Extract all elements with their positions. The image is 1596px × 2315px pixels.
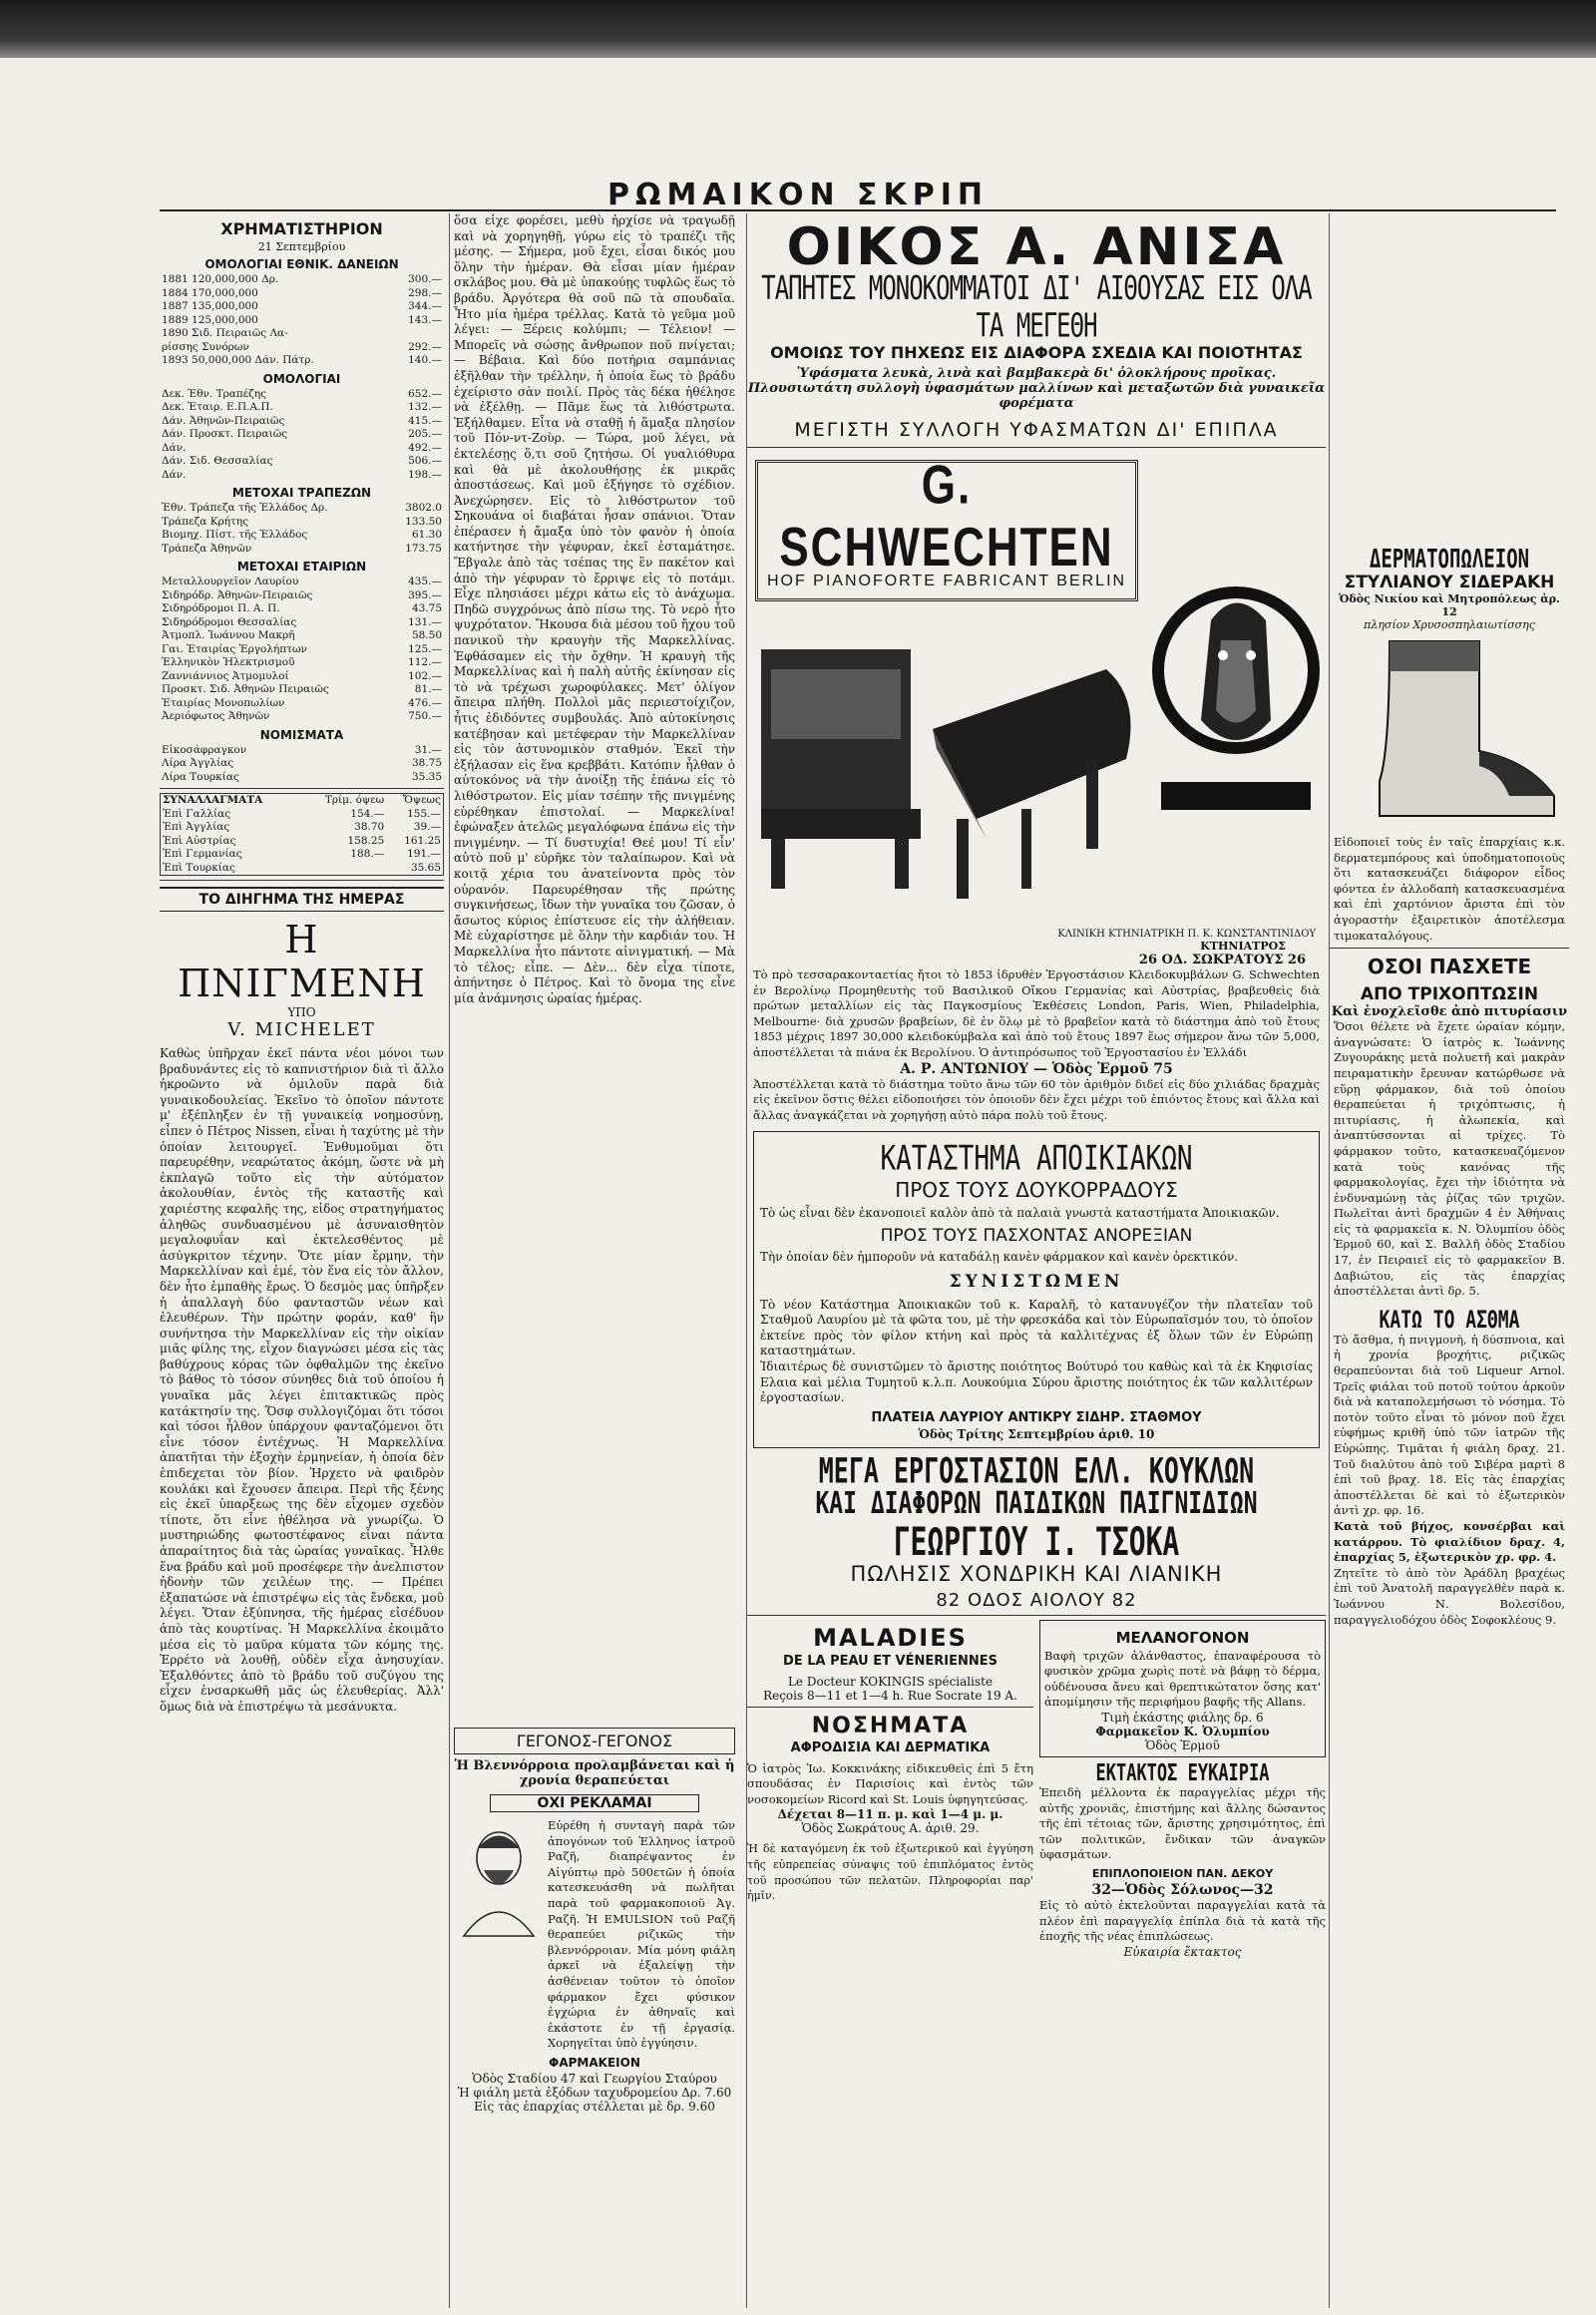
table-row <box>160 428 444 442</box>
table-row <box>160 388 444 402</box>
osoi-text: Ὅσοι θέλετε νὰ ἔχετε ὡραίαν κόμην, ἀναγνώσατε: Ὁ ἰατρὸς κ. Ἰωάννης Ζυγουράκης μετὰ πολυετῆ καὶ μακρὰν πειραματικὴν ἔρευναν κατώρθωσε νὰ εὕρῃ φάρμακον, διὰ τοῦ ὁποίου θεραπεύεται ἡ τριχόπτωσις, ἡ πιτυρίασις, ἡ ἀλωπεκία, καὶ ἀναπτύσσονται αἱ τρίχες. Τὸ φάρμακον τοῦτο, κατασκευαζόμενον κατὰ τοὺς κανόνας τῆς φαρμακολογίας, ἔχει τὴν ἰδιότητα νὰ ἐνδυναμώνῃ τὰς ῥίζας τῶν τριχῶν. Πωλεῖται ἀντὶ δραχμῶν 4 ἐν Ἀθήναις εἰς τὰ φαρμακεῖα κ. Ν. Ὀλυμπίου ὁδὸς Ἑρμοῦ 60, καὶ Σ. Βαλλῆ ὁδὸς Σταδίου 17, ἐν Πειραιεῖ εἰς τὸ φαρμακεῖον Β. Δαβιώτου, εἰς τὰς ἐπαρχίας ἀποστέλλεται ἀντὶ δρ. 5. <box>1334 1019 1565 1299</box>
row-value: 133.50 <box>405 515 442 528</box>
eykairia-text2: Εἰς τὸ αὐτὸ ἐκτελοῦνται παραγγελίαι κατὰ τὰ πλέον ἐπὶ παραγγελίᾳ ἐπίπλα διὰ τὰ κατὰ τῆς ἐποχῆς τῆς νέας ἐπιπλώσεως. <box>1039 1898 1326 1944</box>
exchange-date: 21 Σεπτεμβρίου <box>257 240 346 253</box>
table-row <box>160 327 444 341</box>
row-label: Μεταλλουργεῖον Λαυρίου <box>162 576 299 587</box>
table-row <box>160 442 444 456</box>
table-row <box>161 862 444 876</box>
row-label: Σιδηρόδρ. Ἀθηνῶν-Πειραιῶς <box>162 588 313 601</box>
row-label: Ἐπὶ Γαλλίας <box>163 807 231 820</box>
fx-header: ΣΥΝΑΛΛΑΓΜΑΤΑ <box>163 794 263 806</box>
asthma-t2: Κατὰ τοῦ βήχος, κονσέρβαι καὶ κατάρρου. Τὸ φιαλίδιον δραχ. 4, ἐπαρχίας 5, ἐξωτερικὸν χρ. φρ. 4. <box>1334 1518 1565 1565</box>
schwechten-name: G. SCHWECHTEN <box>779 454 1114 579</box>
hidden-note: Ἡ δὲ καταγόμενη ἐκ τοῦ ἐξωτερικοῦ καὶ ἐγγύηση τῆς εὐπρεπείας σύναψις τοῦ ἐπιπλόματος ἐντὸς τοῦ προσώπου τῶν πελατῶν. Πληροφορίαι παρ' ἡμῖν. <box>747 1842 1033 1903</box>
asthma-t3: Ζητεῖτε τὸ ἀπὸ τὸν Ἀράδλη βραχέως ἐπὶ τοῦ Ἀνατολῆ παραγγελθὲν παρὰ κ. Ἰωάννου Ν. Βολεσίδου, παραγγελιοδόχου ὁδὸς Σοφοκλέους 9. <box>1334 1565 1565 1627</box>
schwechten-sub: HOF PIANOFORTE FABRICANT BERLIN <box>766 573 1127 589</box>
eykairia-title: ΕΚΤΑΚΤΟΣ ΕΥΚΑΙΡΙΑ <box>1095 1759 1270 1787</box>
eykairia-label: ΕΠΙΠΛΟΠΟΙΕΙΟΝ ΠΑΝ. ΔΕΚΟΥ <box>1091 1867 1274 1881</box>
row-label: Δάν. Ἀθηνῶν-Πειραιῶς <box>162 414 285 427</box>
pharmacy-label: ΦΑΡΜΑΚΕΙΟΝ <box>549 2055 640 2070</box>
agent-name: Α. Ρ. ΑΝΤΩΝΙΟΥ <box>900 1060 1029 1077</box>
row-label: Ἑλληνικὸν Ἠλεκτρισμοῦ <box>162 656 295 668</box>
toys-line5: 82 ΟΔΟΣ ΑΙΟΛΟΥ 82 <box>936 1589 1137 1611</box>
apoikia-title: ΚΑΤΑΣΤΗΜΑ ΑΠΟΙΚΙΑΚΩΝ <box>880 1139 1193 1179</box>
obl-title: ΟΜΟΛΟΓΙΑΙ <box>262 371 341 386</box>
row-value: 476.— <box>408 696 442 709</box>
row-value: 39.— <box>413 821 441 833</box>
row-value: 31.— <box>414 743 442 756</box>
table-row <box>161 808 444 822</box>
coins-title: ΝΟΜΙΣΜΑΤΑ <box>259 727 344 742</box>
bottom-ads <box>747 1620 1326 1959</box>
row-value: 35.35 <box>411 770 442 783</box>
nosimata-addr: Ὁδὸς Σωκράτους Α. ἀριθ. 29. <box>801 1821 980 1836</box>
bonds-table <box>160 273 444 368</box>
row-label: Δάν. <box>162 468 187 481</box>
row-value: 300.— <box>408 273 442 285</box>
story-text: Καθὼς ὑπῆρχαν ἐκεῖ πάντα νέοι μόνοι των βραδυνάντες εἰς τὸ καπνιστήριον διὰ τὶ ἄλλο ἠκροῶντο νὰ ὁμιλοῦν παρὰ διὰ γυναικοδουλείας. Ἐκεῖνο τὸ ὁποῖον πάντοτε μ' ἐξέπληξεν ἐν τῇ γυναικείᾳ νοημοσύνῃ, εἶπεν ὁ Πέτρος Nissen, εἶναι ἡ ταχύτης μὲ τὴν ὁποίαν λειτουργεῖ. Ἐνθυμοῦμαι ὅτι παρευρέθην, νεαρώτατος ἀκόμη, ὥστε νὰ μὴ ἐκπλαγῶ τοῦτο εἰς τὴν αὐτόματον ἀκολουθίαν, ἐντὸς τῆς καταστῆς καὶ χαριέστης κεφαλῆς της, εἰδος στρατηγήματος ἀληθῶς συνδυασμένου μὲ ἀσυναισθητὸν μεγαλοφυΐαν καὶ ἐκτελεσθέντος μὲ ἀσύγκριτον τέχνην. Ὅτε μίαν ἔρμην, τὴν Μαρκελλίναν καὶ ἐμέ, τὸν ἕνα εἰς τὸν ἄλλον, δὲν ἦτο ἐμπαθὴς ἔρως. Ὁ δεσμὸς μας ὑπῆρξεν ἡ ἀπαλλαγὴ δύο φανταστῶν νέων καὶ ἐλευθέρων. Τὴν πρώτην φοράν, καθ' ἣν συνήντησα τὴν Μαρκελλίναν εἰς τὴν οἰκίαν μιᾶς φίλης της, εἶχον διαγνώσει μέσα εἰς τὰς βαθύχρους κόρας τῶν ὀφθαλμῶν της ἐκεῖνο τὸ βάθος τὸ τόσον σύνηθες διὰ τοῦ ὁποίου ἡ γυναῖκα μᾶς λέγει ἐπιτακτικῶς πρὸς κατάκτησίν της. Ὅσφ συλλογιζόμαι ὅτι τόσοι καὶ τόσοι ἦλθον ὑπάρχουν φανταζόμενοι ὅτι εἶνε τόσον ἐντέχνως. Ἡ Μαρκελλίνα ἀπατῆται τὴν ἐξοχὴν ἐρμηνείαν, ἡ ὁποία δὲν ἐπιδεχεται τὸν βίον. Ἠρχετο νὰ φαιδρὸν κουλάκι καὶ ἔχουσεν ἄπειρα. Περὶ τῆς ξένης εἰς ἐκεῖ ὑπαρξεως της δὲν εἶχομεν σχεδὸν τίποτε, ὅτι εἶνε ἠθέλησα νὰ γνωρίζω. Ὁ μυστηριώδης φωτοστέφανος εἶναι πάντα ἀπαραίτητος διὰ τὰς ὡραίας γυναῖκας. Ἦλθε ἕνα βράδυ καὶ μοῦ προσέφερε τὴν ἀνελπιστον ἡδονὴν τῶν χειλέων της. — Πρέπει ἐξαπατώσε νὰ ἐπιστρέψω εἰς τὰς ἔνδεκα, μοῦ λέγει. Ὅταν ἐξύπνησα, τῆς ἡμέρας εἰσέδυον ἀπὸ τὰς κουρτίνας. Ἡ Μαρκελλίνα ἐκοιμᾶτο μέσα εἰς τὸ μαῦρα κύματα τῶν κόμης της. Ἐρρέτο νὰ λουθῇ, οὐδὲν εἶχα ἀνησυχίαν. Ἐξαλθόντες ἀπὸ τὸ βράδυ τοῦ συζύγου της εἶχεν ἐνσαρκωθῆ μᾶς ὡς ἐλευθερίας. Ἀλλ' ὅμως διὰ νὰ ἐπιστρέψω τὰ μεσάνυκτα. <box>160 1046 444 1714</box>
table-row <box>160 415 444 429</box>
toys-line2: ΚΑΙ ΔΙΑΦΟΡΩΝ ΠΑΙΔΙΚΩΝ ΠΑΙΓΝΙΔΙΩΝ <box>815 1486 1258 1521</box>
nosimata-title: ΝΟΣΗΜΑΤΑ <box>811 1713 970 1738</box>
row-label: 1881 120,000,000 Δρ. <box>162 273 279 285</box>
table-row <box>161 848 444 862</box>
row-label: Δάν. Προσκτ. Πειραιῶς <box>162 428 288 440</box>
gegonos-body <box>450 1818 739 2052</box>
table-row <box>160 455 444 469</box>
row-value: 344.— <box>408 300 442 312</box>
row-label: Λίρα Τουρκίας <box>162 770 239 783</box>
row-label: 1887 135,000,000 <box>162 300 258 312</box>
piano-illustrations <box>747 609 1146 929</box>
row-value: 750.— <box>408 710 442 722</box>
row-label: Δεκ. Ἑταιρ. Ε.Π.Α.Π. <box>162 401 273 413</box>
row-label: Βιομηχ. Πίστ. τῆς Ἑλλάδος <box>162 529 308 541</box>
row-label: Προσκτ. Σιδ. Ἀθηνῶν Πειραιῶς <box>162 683 329 695</box>
horse-badge1: ΚΤΗΝΙΑΤΡΟΣ <box>1200 940 1286 953</box>
schwechten-text2: Ἀποστέλλεται κατὰ τὸ διάστημα τοῦτο ἄνω τῶν 60 τὸν ἀριθμὸν διδεί εἰς δύο χιλιάδας δραχμὰς εἰς ἐκεῖνον ὅστις θέλει εἰδοποιήσει τὸν ὁποιοῦν δὲν ἔχει μέχρι τοῦ ἐπιόντος ἔτους καὶ ἄλλα καὶ ἄλλας ἀναγκάζεται νὰ χορηγήσῃ αὐτὸ πάρα πολὺ τοῦ ἔτους. <box>753 1076 1320 1122</box>
column-adverts <box>746 213 1326 2308</box>
table-row <box>160 602 444 616</box>
melanogonon-price: Τιμὴ ἑκάστης φιάλης δρ. 6 <box>1101 1711 1264 1726</box>
table-row <box>160 643 444 657</box>
divider <box>747 1615 1326 1616</box>
table-row <box>160 341 444 355</box>
row-value: 652.— <box>408 387 442 400</box>
agent-addr: Ὁδὸς Ἑρμοῦ 75 <box>1051 1060 1173 1077</box>
gegonos-line: Ἡ Βλεννόρροια προλαμβάνεται καὶ ἡ χρονία θεραπεύεται <box>454 1758 735 1788</box>
row-label: Τράπεζα Ἀθηνῶν <box>162 542 252 555</box>
table-row <box>160 273 444 287</box>
coins-table <box>160 744 444 785</box>
table-row <box>160 744 444 758</box>
row-label: Ἑταιρίας Μονοπωλίων <box>162 696 285 709</box>
row-value: 143.— <box>408 313 442 326</box>
melanogonon-text: Βαφὴ τριχῶν ἀλάνθαστος, ἐπαναφέρουσα τὸ φυσικὸν χρῶμα χωρὶς ποτὲ νὰ βάφῃ τὸ δέρμα, οὐδένουσα ἄνευ καὶ θρεπτικώτατον ὅσης κατ' ἀπομίμησιν τῆς περιφήμου βαφῆς τῆς Allans. <box>1044 1648 1321 1710</box>
melanogonon-title: ΜΕΛΑΝΟΓΟΝΟΝ <box>1115 1628 1250 1647</box>
nosimata-sub: ΑΦΡΟΔΙΣΙΑ ΚΑΙ ΔΕΡΜΑΤΙΚΑ <box>790 1739 991 1755</box>
row-value <box>301 862 386 876</box>
column4-spacer <box>1330 213 1569 543</box>
osoi-sub: Καὶ ἐνοχλεῖσθε ἀπὸ πιτυρίασιν <box>1331 1004 1568 1020</box>
melanogonon-addr: Ὁδὸς Ἑρμοῦ <box>1145 1738 1220 1753</box>
story-title: Η ΠΝΙΓΜΕΝΗ <box>178 918 426 1005</box>
schwechten-ad <box>747 452 1146 929</box>
row-value: 205.— <box>408 428 442 440</box>
schwechten-frame <box>755 454 1138 601</box>
table-row <box>160 529 444 543</box>
osoi-title2: ΑΠΟ ΤΡΙΧΟΠΤΩΣΙΝ <box>1360 984 1539 1005</box>
anisa-line3: Ὑφάσματα λευκὰ, λινὰ καὶ βαμβακερὰ δι' ὁλοκλήρους προῖκας. Πλουσιωτάτη συλλογὴ ὑφασμάτων μαλλίνων καὶ μεταξωτῶν διὰ γυναικεῖα φορέματα <box>747 366 1326 411</box>
row-value: 38.75 <box>411 757 442 769</box>
derma-text: Εἰδοποιεῖ τοὺς ἐν ταῖς ἐπαρχίαις κ.κ. δερματεμπόρους καὶ ὑποδηματοποιοὺς ὅτι κατασκευάζει διάφορον εἶδος φόντεα ἐν ἀλλοδαπὴ κατασκευασμένα καὶ ἐπὶ χαρτόνιον ἄριστα ἐπὶ τὸν ἀγοραστὴν ἐξαιρετικὸν ἀποτέλεσμα τιμοκαταλόγους. <box>1334 835 1565 943</box>
column-story-continued <box>449 213 739 2308</box>
anisa-title: ΟΙΚΟΣ Α. ΑΝΙΣΑ <box>786 217 1287 277</box>
anisa-carpets: ΤΑΠΗΤΕΣ ΜΟΝΟΚΟΜΜΑΤΟΙ ΔΙ' ΑΙΘΟΥΣΑΣ ΕΙΣ ΟΛΑ ΤΑ ΜΕΓΕΘΗ <box>761 269 1312 345</box>
table-row <box>160 287 444 301</box>
row-value: 161.25 <box>404 834 441 847</box>
row-label: Γαι. Ἑταιρίας Ἐργολήπτων <box>162 642 307 655</box>
piano-illustration <box>747 609 1146 929</box>
table-row <box>160 656 444 670</box>
derma-addr2: πλησίον Χρυσοσπηλαιωτίσσης <box>1364 618 1535 631</box>
maladies-hours: Reçois 8—11 et 1—4 h. Rue Socrate 19 A. <box>763 1688 1017 1703</box>
eykairia-end: Εὐκαιρία ἔκτακτος <box>1123 1944 1242 1959</box>
row-value: 43.75 <box>411 602 442 614</box>
row-value: 415.— <box>408 414 442 427</box>
fx-table <box>160 793 444 876</box>
apoikia-t1: Τὸ ὡς εἶναι δὲν ἐκανοποιεῖ καλὸν ἀπὸ τὰ παλαιὰ γνωστὰ καταστήματα Ἀποικιακῶν. <box>760 1206 1280 1221</box>
masthead: ΡΩΜΑΙΚΟΝ ΣΚΡΙΠ <box>606 178 990 212</box>
obl-table <box>160 388 444 483</box>
row-label: 1884 170,000,000 <box>162 286 258 299</box>
row-label: Ἐθν. Τράπεζα τῆς Ἑλλάδος Δρ. <box>162 502 328 514</box>
melanogonon-ad <box>1039 1620 1326 1757</box>
column-exchange <box>160 213 444 2308</box>
boot-illustration <box>1330 631 1569 831</box>
apoikia-sub: ΠΡΟΣ ΤΟΥΣ ΔΟΥΚΟΡΡΑΔΟΥΣ <box>895 1178 1178 1203</box>
toys-line3: ΓΕΩΡΓΙΟΥ Ι. ΤΣΟΚΑ <box>893 1518 1180 1565</box>
row-value: 188.— <box>350 848 385 860</box>
row-label: Λίρα Ἀγγλίας <box>162 757 234 769</box>
row-value: 154.— <box>350 807 385 820</box>
story-label: ΤΟ ΔΙΗΓΗΜΑ ΤΗΣ ΗΜΕΡΑΣ <box>160 887 444 912</box>
table-row <box>160 354 444 368</box>
row-value: 155.— <box>407 807 441 820</box>
row-value: 131.— <box>408 615 442 628</box>
row-label: Ἐπὶ Ἀγγλίας <box>163 821 230 833</box>
row-value: 506.— <box>408 455 442 467</box>
horse-ring-text: ΚΛΙΝΙΚΗ ΚΤΗΝΙΑΤΡΙΚΗ Π. Κ. ΚΩΝΣΤΑΝΤΙΝΙΔΟΥ <box>1057 929 1316 940</box>
table-row <box>160 469 444 483</box>
row-value: 140.— <box>408 354 442 366</box>
row-value: 435.— <box>408 576 442 587</box>
apoikia-t4: Ἰδιαιτέρως δὲ συνιστῶμεν τὸ ἄριστης ποιότητος Βούτυρό του καθὼς καὶ τὰ ἐκ Κηφισίας Ελαια καὶ μέλια Τυμητοῦ κ.λ.π. Λουκούμια Σύρου ἄριστης ποιότητος ἐκ τῶν καλλιτέρων ἐργοστασίων. <box>760 1358 1313 1405</box>
table-row <box>160 589 444 603</box>
row-label: Εἰκοσάφραγκον <box>162 743 247 756</box>
pharmacy-price: Ἡ φιάλη μετὰ ἐξόδων ταχυδρομείου Δρ. 7.60 <box>457 2085 732 2100</box>
osoi-title1: ΟΣΟΙ ΠΑΣΧΕΤΕ <box>1367 955 1532 979</box>
row-value: 158.25 <box>347 834 385 847</box>
toys-line4: ΠΩΛΗΣΙΣ ΧΟΝΔΡΙΚΗ ΚΑΙ ΛΙΑΝΙΚΗ <box>850 1561 1223 1586</box>
horse-emblem-illustration <box>1151 551 1321 830</box>
row-label: Τράπεζα Κρήτης <box>162 515 249 528</box>
row-value: 191.— <box>407 848 441 860</box>
portrait-illustration <box>454 1818 544 1938</box>
table-row <box>160 757 444 771</box>
row-value: 3802.0 <box>405 502 442 514</box>
apoikia-ask: ΣΥΝΙΣΤΩΜΕΝ <box>949 1271 1124 1292</box>
divider <box>747 447 1326 448</box>
row-label: 1889 125,000,000 <box>162 313 258 326</box>
eykairia-addr: 32—Ὁδὸς Σόλωνος—32 <box>1091 1882 1274 1899</box>
row-value: 292.— <box>408 340 442 353</box>
row-label: Δάν. Σιδ. Θεσσαλίας <box>162 455 273 467</box>
scan-top-band <box>0 0 1596 58</box>
divider <box>160 788 444 789</box>
eykairia-text: Ἐπειδὴ μέλλοντα ἐκ παραγγελίας μέχρι τῆς αὐτῆς χρονιᾶς, ἐπιστήμης καὶ ἄλλης δώσαντος τῆς ἐπὶ τέτοιας τῶν, ἄριστης χρησιμότητος, ἐπὶ τῶν πολιτικῶν, ἔνδικαν τῶν ἀναγκῶν ὑφασμάτων. <box>1039 1785 1326 1862</box>
pharmacy-price2: Εἰς τὰς ἐπαρχίας στέλλεται μὲ δρ. 9.60 <box>474 2099 715 2114</box>
asthma-title: ΚΑΤΩ ΤΟ ΑΣΘΜΑ <box>1379 1306 1520 1335</box>
row-label: Ἐπὶ Γερμανίας <box>163 848 242 860</box>
nosimata-hours: Δέχεται 8—11 π. μ. καὶ 1—4 μ. μ. <box>777 1807 1003 1822</box>
maladies-sub: DE LA PEAU ET VÉNERIENNES <box>783 1653 998 1669</box>
divider <box>1330 948 1569 949</box>
table-row <box>160 616 444 630</box>
row-label: 1890 Σιδ. Πειραιῶς Λα- <box>162 327 288 339</box>
table-row <box>160 629 444 643</box>
table-row <box>160 670 444 684</box>
nosimata-text: Ὁ ἰατρὸς Ἰω. Κοκκινάκης εἰδικευθεὶς ἐπὶ 5 ἔτη σπουδάσας ἐν Παρισίοις καὶ ἐντὸς τῶν νοσοκομείων Ricord καὶ St. Louis ὑφηγητεύσας. <box>747 1760 1033 1806</box>
table-row <box>160 502 444 516</box>
table-row <box>161 821 444 835</box>
row-value: 112.— <box>408 656 442 668</box>
schwechten-text: Τὸ πρὸ τεσσαρακονταετίας ἤτοι τὸ 1853 ἱδρυθὲν Ἐργοστάσιον Κλειδοκυμβάλων G. Schwechten ἐν Βερολίνῳ Προμηθευτὴς τοῦ Βασιλικοῦ Οἴκου Γερμανίας καὶ Αὐστρίας, βραβευθεὶς διὰ πρώτων μεταλλίων εἰς τὰς Παγκοσμίους Ἐκθέσεις London, Paris, Wien, Philadelphia, Melbourne· διὰ χρυσῶν βραβείων, δὲ ἐν ὅλῳ μὲ τὸ βραβεῖον κατὰ τὸ διάστημα ἀπὸ τοῦ ἔτους 1853 μέχρις 1897 30,000 κλειδοκύμβαλα καὶ ἀπὸ τοῦ ἔτους 1897 ἕως σήμερον ἄνω τῶν 5,000, ἀποστέλλεται τὰ πιάνα ἐκ Βερολίνου. Ὁ ἀντιπρόσωπος τοῦ Ἐργοστασίου ἐν Ἑλλάδι <box>753 967 1320 1059</box>
story-by: ΥΠΟ <box>287 1005 316 1019</box>
row-value: 173.75 <box>405 542 442 555</box>
row-label: Ἀτμοπλ. Ἰωάννου Μακρῆ <box>162 629 295 641</box>
row-value: 298.— <box>408 286 442 299</box>
schwechten-row <box>747 452 1326 929</box>
row-label: Ἐπὶ Τουρκίας <box>163 861 235 874</box>
table-row <box>160 300 444 314</box>
anisa-line2: ΟΜΟΙΩΣ ΤΟΥ ΠΗΧΕΩΣ ΕΙΣ ΔΙΑΦΟΡΑ ΣΧΕΔΙΑ ΚΑΙ ΠΟΙΟΤΗΤΑΣ <box>770 343 1303 362</box>
apoikia-t3: Τὸ νέον Κατάστημα Ἀποικιακῶν τοῦ κ. Καραλῆ, τὸ κατανυγέζον τὴν πλατεῖαν τοῦ Σταθμοῦ Λαυρίου μὲ τὰ φῶτα του, μὲ τὴν φρεσκάδα καὶ τὸν Εὐρωπαϊσμόν του, τὸ ὁποῖον ἐκτείνε πρὸς τὸν φίλον κτήνη καὶ πρὸς τὰ καλλιτέχνας ἐξ ὅλων τῶν ἐν Εὐρώπῃ καταστημάτων. <box>760 1297 1313 1358</box>
derma-addr: Ὁδὸς Νικίου καὶ Μητροπόλεως ἀρ. 12 <box>1339 592 1560 618</box>
asthma-text: Τὸ ἄσθμα, ἡ πνιγμονὴ, ἡ δύσπνοια, καὶ ἡ χρονία βροχήτις, ριζικῶς θεραπεύονται διὰ τοῦ Liqueur Arnol. Τρεῖς φιάλαι τοῦ ποτοῦ τούτου ἀρκοῦν διὰ νὰ καταπολεμήσωσι τὸ νόσημα. Τὸ ποτὸν τοῦτο εἶναι τὸ μόνον ποῦ ἔχει εὐφήμως κριθῆ ὑπὸ τῶν ἰατρῶν τῆς Εὐρώπης. Τιμᾶται ἡ φιάλη δραχ. 21. Τοῦ διαλύτου ἀπὸ τοῦ Σιβέρα μαρτὶ 8 ἐπὶ τοῦ βραχ. 18. Εἰς τὰς ἐπαρχίας ἀποστέλλεται δὲ καὶ τὸ ἐξωτερικὸν ἀντὶ χρ. φρ. 16. <box>1334 1332 1565 1518</box>
comp-title: ΜΕΤΟΧΑΙ ΕΤΑΙΡΙΩΝ <box>236 560 367 574</box>
row-value: 198.— <box>408 468 442 481</box>
table-row <box>161 835 444 849</box>
row-value: 38.70 <box>354 821 385 833</box>
row-label: Σιδηρόδρομοι Θεσσαλίας <box>162 615 297 628</box>
row-value: 492.— <box>408 441 442 454</box>
row-value: 395.— <box>408 588 442 601</box>
row-label: Ἐπὶ Αὐστρίας <box>163 834 236 847</box>
row-value: 132.— <box>408 401 442 413</box>
row-label: ρίσσης Συνόρων <box>162 340 249 353</box>
bank-title: ΜΕΤΟΧΑΙ ΤΡΑΠΕΖΩΝ <box>231 486 372 500</box>
horse-ad <box>1146 452 1326 929</box>
toys-line1: ΜΕΓΑ ΕΡΓΟΣΤΑΣΙΟΝ ΕΛΛ. ΚΟΥΚΛΩΝ <box>818 1449 1255 1491</box>
horse-badge2: 26 ΟΔ. ΣΩΚΡΑΤΟΥΣ 26 <box>1138 953 1306 967</box>
right-bottom-ads <box>1039 1620 1326 1959</box>
apoikia-addr1: ΠΛΑΤΕΙΑ ΛΑΥΡΙΟΥ ΑΝΤΙΚΡΥ ΣΙΔΗΡ. ΣΤΑΘΜΟΥ <box>871 1409 1202 1425</box>
divider <box>747 1707 1033 1708</box>
bank-table <box>160 502 444 556</box>
fx-header: Ὄψεως <box>403 794 441 806</box>
table-row <box>160 683 444 697</box>
table-row <box>160 543 444 557</box>
pharmacy-addr: Ὁδὸς Σταδίου 47 καὶ Γεωργίου Σταύρου <box>472 2071 717 2086</box>
table-row <box>160 314 444 328</box>
table-row <box>160 401 444 415</box>
table-row <box>160 697 444 711</box>
maladies-title: MALADIES <box>813 1623 968 1652</box>
comp-table <box>160 576 444 724</box>
gegonos-title: ΓΕΓΟΝΟΣ-ΓΕΓΟΝΟΣ <box>454 1728 735 1754</box>
apoikia-ad <box>753 1131 1320 1447</box>
masthead-rule <box>160 209 1556 211</box>
gegonos-oxi: ΟΧΙ ΡΕΚΛΑΜΑΙ <box>490 1794 699 1812</box>
row-value: 61.30 <box>411 529 442 541</box>
row-label: Σιδηρόδρομοι Π. Α. Π. <box>162 602 280 614</box>
row-value: 125.— <box>408 642 442 655</box>
row-label: 1893 50,000,000 Δάν. Πάτρ. <box>162 354 314 366</box>
maladies-doctor: Le Docteur KOKINGIS spécialiste <box>787 1674 994 1689</box>
row-value: 58.50 <box>411 629 442 641</box>
derma-name: ΣΤΥΛΙΑΝΟΥ ΣΙΔΕΡΑΚΗ <box>1344 573 1555 592</box>
fx-header: Τρίμ. όψεω <box>324 794 385 806</box>
anisa-line4: ΜΕΓΙΣΤΗ ΣΥΛΛΟΓΗ ΥΦΑΣΜΑΤΩΝ ΔΙ' ΕΠΙΠΛΑ <box>794 419 1279 441</box>
schwechten-agent: Α. Ρ. ΑΝΤΩΝΙΟΥ — Ὁδὸς Ἑρμοῦ 75 <box>900 1060 1173 1077</box>
row-label: Ἀεριόφωτος Ἀθηνῶν <box>162 710 270 722</box>
row-label: Ζαννιάννιος Ἀτμομυλοί <box>162 669 289 682</box>
table-row <box>160 576 444 589</box>
bonds-title: ΟΜΟΛΟΓΙΑΙ ΕΘΝΙΚ. ΔΑΝΕΙΩΝ <box>204 257 399 271</box>
divider <box>160 880 444 881</box>
row-value <box>389 327 444 341</box>
apoikia-addr2: Ὁδὸς Τρίτης Σεπτεμβρίου ἀριθ. 10 <box>918 1426 1155 1441</box>
derma-title: ΔΕΡΜΑΤΟΠΩΛΕΙΟΝ <box>1369 545 1530 575</box>
table-row <box>160 710 444 724</box>
story-author: V. MICHELET <box>227 1019 376 1040</box>
melanogonon-seller: Φαρμακεῖον Κ. Ὀλυμπίου <box>1095 1725 1270 1739</box>
row-value: 81.— <box>414 683 442 695</box>
table-row <box>160 516 444 530</box>
table-row <box>160 771 444 785</box>
apoikia-t2: Τὴν ὁποίαν δὲν ἠμποροῦν νὰ καταδάλῃ κανὲν φάρμακον καὶ κανὲν ὀρεκτικόν. <box>760 1249 1239 1264</box>
left-bottom-ads <box>747 1620 1033 1959</box>
story-text-continued: ὅσα εἶχε φορέσει, μεθὺ ἠρχίσε νὰ τραγωδῇ καὶ νὰ χορηγηθῇ, γύρω εἰς τὸ τραπέζι τῆς μέσης. — Σήμερα, μοῦ ἔχει, εἶσαι δικός μου ὅλην τὴν ἡμέραν. Θὰ εἶσαι μίαν ἡμέραν σκλάβος μου. Θὰ μὲ ὑπακούῃς τυφλῶς ἕως τὸ βράδυ. Ἀργότερα θὰ σοῦ πῶ τὰ σπουδαῖα. Ἦτο μία ἡμέρα τρέλλας. Κατὰ τὸ γεῦμα μοῦ λέγει: — Ξέρεις κολύμπι; — Τέλειον! — Μπορεῖς νὰ σώσῃς ἄνθρωπον ποῦ πνίγεται; — Βέβαια. Καὶ δύο ποτήρια σαμπάνιας ἐξῆλθαν τὴν τρέλλην, ἡ ὁποία ἕως τὸ βράδυ ἐχείριστο σὰν ποιλί. Πρὸς τὰς δέκα ἠθέλησε νὰ ἐξέλθῃ. — Πᾶμε ἕως τὰ λιθόστρωτα. Ἐξήλθαμεν. Εἶτα νὰ σταθῇ ἡ ἅμαξα πλησίον τοῦ Πόν-ντ-Ζοὺρ. — Τώρα, μοῦ λέγει, νὰ ἐκτελέσῃς ὅ,τι σοῦ ζητήσω. Οἱ γυαλιόθυρα καὶ θὰ μὲ ἀκολουθήσῃς ἐκ μικρᾶς ἀποστάσεως. Καὶ μοῦ ἐξήγησε τὸ σχέδιον. Ἀνεχώρησεν. Εἰς τὸ λιθόστρωτον τοῦ Σηκουάνα οἱ διαβάται ἦσαν σπάνιοι. Ὅταν ἐπέρασεν ἡ ἄμαξα ὑπὸ τὸν φανὸν ἡ ὁποία κατήντησε τὴν γέφυραν, ἐκεῖ ἐσταμάτησε. Ἔβγαλε ἀπὸ τὰς τσέπας της ἓν πακέτον καὶ ἀπὸ τὴν γέφυραν τὸ ἔρριψε εἰς τὸ ποτάμι. Εἶχε πλησιάσει μέχρι κάτω εἰς τὸ ἀνάχωμα. Πηδῶ συγχρόνως ἀπὸ πίσω της. Τὸ νερὸ ἦτο ψυχρότατον. Ἤκουσα διὰ μέσου τοῦ ἤχου τοῦ πανικοῦ τὴν κραυγὴν τῆς Μαρκελλίνας. Ἐφθάσαμεν εἰς τὴν ὄχθην. Ἡ κραυγὴ τῆς Μαρκελλίνας καὶ ἡ παλὴ αὐτῆς ἐκίνησαν εἰς τὸ νὰ τρέχωσι χωροφύλακες. Μετ' ὀλίγον ἄπειρα πλήθη. Πολλοὶ μᾶς περιεστοίχιζον, ἦτις ἐδιδόντες συμβουλάς. Ἀπὸ αὐτοκίνησις κατέβησαν καὶ μετέφεραν τὴν Μαρκελλίναν εἰς τὸν ἀστυνομικὸν σταθμόν. Ἐκεῖ τὴν ἐξήλασαν εἰς ἕνα κρεββάτι. Κατόπιν ἦλθαν ὁ αὐτοκόνος νὰ τὴν ἀνοίξῃ τῆς ἐπάνω εἰς τὸ λιθόστρωτον. Εἰς μίαν τσέπην τῆς πνιγμένης εὑρέθηκαν ἐπιστολαί. — Μαρκελίνα! ἐφώναξεν ἀτελῶς μεγαλόφωνα ἐπάνω εἰς τὴν πνιγμένην. — Τί δυστυχία! Θεέ μου! Τί εἶν' αὐτὸ ποῦ μ' εὑρῆκε τὸν ταλαίπωρον. Καὶ νὰ κοιτᾷ χέρια του ἀνατείνοντα πρὸς τὸν οὐρανόν. Παρευρέθησαν τῆς πρώτης συγκινήσεως, ἴδων τὴν γυναῖκα του ζῶσαν, ὁ ἄσωτος κύριος ἐπίστευσε εἰς τὴν ἀλήθειαν. Μὲ εὐχαρίστησε μὲ ὅλην τὴν καρδιάν του. Ἡ Μαρκελλίνα ἦτο πάντοτε αἰνιγματική. — Μὰ τὸ τέλος; εἶπε. — Δὲν... δὲν εἶχα τίποτε, ἀπήντησε ὁ Πέτρος. Καὶ τὸ ὄνομα της εἶνε μία ἀνάμνησις ὡραίας ἡμέρας. <box>454 213 735 1005</box>
row-value: 35.65 <box>410 861 441 874</box>
row-label: Δεκ. Ἐθν. Τραπέζης <box>162 387 267 400</box>
gegonos-text: Εὐρέθη ἡ συνταγὴ παρὰ τῶν ἀπογόνων τοῦ Ἑλληνος ἰατροῦ Ραζῆ, διαπρέψαντος ἐν Αἰγύπτῳ πρὸ 500ετῶν ἡ ὁποία κατεσκευάσθη νὰ πωλῆται παρὰ τοῦ φαρμακοποιοῦ Ἀγ. Ραζῆ. Ἡ EMULSION τοῦ Ραζῆ θεραπεύει ριζικῶς τὴν βλεννόρροιαν. Μία μόνη φιάλη ἀρκεῖ νὰ ἐξαλείψῃ τὴν ἀσθένειαν τοῦτον τὸ ὁποῖον φάρμακον ἔχει φύσικον ἐγχώρια ἐν ἀθηναῖς καὶ ἑκάστοτε ἐν τῇ ἐργασίᾳ. Χορηγεῖται ὑπὸ ἐγγύησιν. <box>548 1818 735 2051</box>
column-right-ads <box>1329 213 1569 2308</box>
exchange-title: ΧΡΗΜΑΤΙΣΤΗΡΙΟΝ <box>220 219 383 238</box>
apoikia-sub2: ΠΡΟΣ ΤΟΥΣ ΠΑΣΧΟΝΤΑΣ ΑΝΟΡΕΞΙΑΝ <box>880 1225 1193 1246</box>
row-label: Δάν. <box>162 441 187 454</box>
row-value: 102.— <box>408 669 442 682</box>
